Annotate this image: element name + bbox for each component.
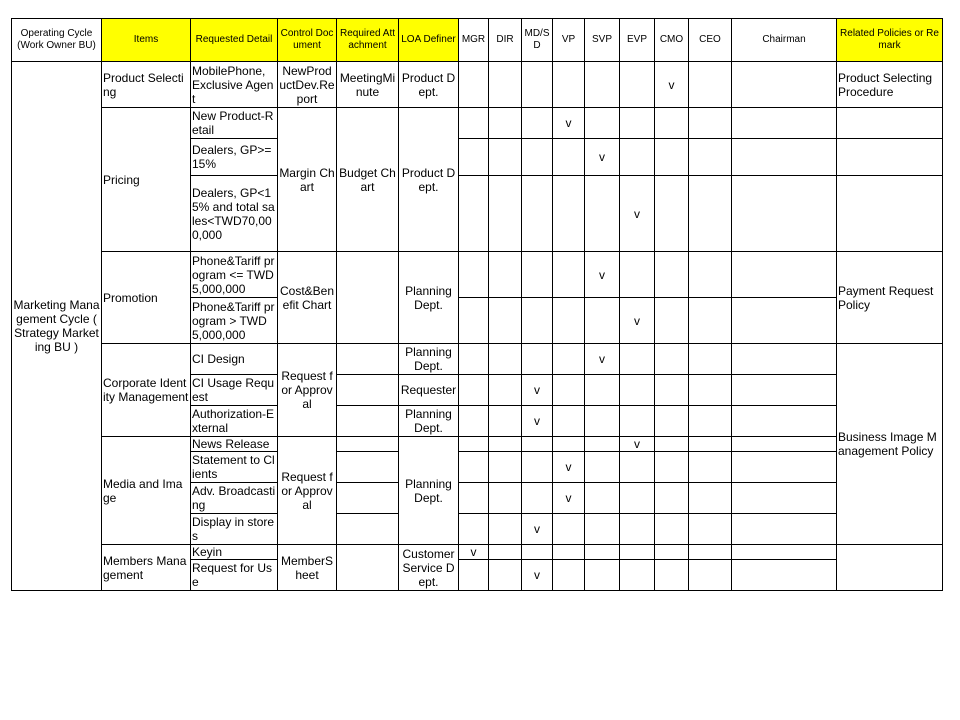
col-svp: SVP <box>585 19 620 62</box>
detail-dealers-gp-high: Dealers, GP>=15% <box>191 139 278 176</box>
item-members-management: Members Management <box>102 545 191 591</box>
detail-phone-tariff-high: Phone&Tariff program > TWD5,000,000 <box>191 298 278 344</box>
detail-keyin: Keyin <box>191 545 278 560</box>
col-cmo: CMO <box>655 19 689 62</box>
definer-planning-dept-media: Planning Dept. <box>399 437 459 545</box>
attachment-meetingminute: MeetingMinute <box>337 62 399 108</box>
control-request-approval-media: Request for Approval <box>278 437 337 545</box>
table-row-promotion-1 <box>12 252 943 298</box>
attachment-budget-chart: Budget Chart <box>337 108 399 252</box>
detail-statement-clients: Statement to Clients <box>191 452 278 483</box>
item-media-image: Media and Image <box>102 437 191 545</box>
approval-mark: v <box>522 406 553 437</box>
definer-planning-dept-auth: Planning Dept. <box>399 406 459 437</box>
approval-mark: v <box>522 514 553 545</box>
item-product-selecting: Product Selecting <box>102 62 191 108</box>
header-row <box>12 19 943 62</box>
detail-ci-design: CI Design <box>191 344 278 375</box>
col-mdsd: MD/SD <box>522 19 553 62</box>
control-cost-benefit-chart: Cost&Benefit Chart <box>278 252 337 344</box>
approval-mark: v <box>585 344 620 375</box>
table-row-pricing-1 <box>12 108 943 139</box>
approval-mark: v <box>522 375 553 406</box>
col-related-policies: Related Policies or Remark <box>837 19 943 62</box>
table-row-media-1 <box>12 437 943 452</box>
remark-payment-request: Payment Request Policy <box>837 252 943 344</box>
table-row-members-1 <box>12 545 943 560</box>
operating-cycle-cell: Marketing Management Cycle ( Strategy Marketing BU ) <box>12 62 102 591</box>
approval-mark: v <box>585 139 620 176</box>
approval-mark: v <box>553 452 585 483</box>
control-membersheet: MemberSheet <box>278 545 337 591</box>
item-corporate-identity: Corporate Identity Management <box>102 344 191 437</box>
item-pricing: Pricing <box>102 108 191 252</box>
approval-mark: v <box>620 176 655 252</box>
remark-product-selecting: Product Selecting Procedure <box>837 62 943 108</box>
approval-mark: v <box>620 437 655 452</box>
approval-mark: v <box>553 483 585 514</box>
item-promotion: Promotion <box>102 252 191 344</box>
definer-product-dept: Product Dept. <box>399 62 459 108</box>
detail-adv-broadcasting: Adv. Broadcasting <box>191 483 278 514</box>
col-ceo: CEO <box>689 19 732 62</box>
detail-new-product-retail: New Product-Retail <box>191 108 278 139</box>
col-operating-cycle: Operating Cycle (Work Owner BU) <box>12 19 102 62</box>
detail-authorization-external: Authorization-External <box>191 406 278 437</box>
col-control-document: Control Document <box>278 19 337 62</box>
approval-mark: v <box>655 62 689 108</box>
loa-table <box>11 18 943 591</box>
approval-mark: v <box>585 252 620 298</box>
definer-product-dept-pricing: Product Dept. <box>399 108 459 252</box>
approval-mark: v <box>459 545 489 560</box>
approval-mark: v <box>553 108 585 139</box>
control-margin-chart: Margin Chart <box>278 108 337 252</box>
control-newproductdev: NewProductDev.Report <box>279 63 335 106</box>
col-requested-detail: Requested Detail <box>191 19 278 62</box>
approval-mark: v <box>620 298 655 344</box>
remark-business-image: Business Image Management Policy <box>837 344 943 545</box>
table-row-ci-1 <box>12 344 943 375</box>
definer-planning-dept-ci: Planning Dept. <box>399 344 459 375</box>
col-mgr: MGR <box>459 19 489 62</box>
col-vp: VP <box>553 19 585 62</box>
definer-requester: Requester <box>399 375 459 406</box>
detail-news-release: News Release <box>191 437 278 452</box>
col-chairman: Chairman <box>732 19 837 62</box>
col-evp: EVP <box>620 19 655 62</box>
col-loa-definer: LOA Definer <box>399 19 459 62</box>
detail-phone-tariff-low: Phone&Tariff program <= TWD5,000,000 <box>191 252 278 298</box>
detail-ci-usage: CI Usage Request <box>191 375 278 406</box>
col-items: Items <box>102 19 191 62</box>
definer-customer-service: Customer Service Dept. <box>399 545 459 591</box>
detail-display-stores: Display in stores <box>191 514 278 545</box>
table-row-product-selecting <box>12 62 943 108</box>
definer-planning-dept-promotion: Planning Dept. <box>399 252 459 344</box>
col-dir: DIR <box>489 19 522 62</box>
detail-mobilephone: MobilePhone, Exclusive Agent <box>191 62 278 108</box>
control-request-approval-ci: Request for Approval <box>278 344 337 437</box>
approval-mark: v <box>522 560 553 591</box>
col-required-attachment: Required Attachment <box>337 19 399 62</box>
detail-dealers-gp-low: Dealers, GP<15% and total sales<TWD70,000,000 <box>191 176 278 252</box>
detail-request-for-use: Request for Use <box>191 560 278 591</box>
